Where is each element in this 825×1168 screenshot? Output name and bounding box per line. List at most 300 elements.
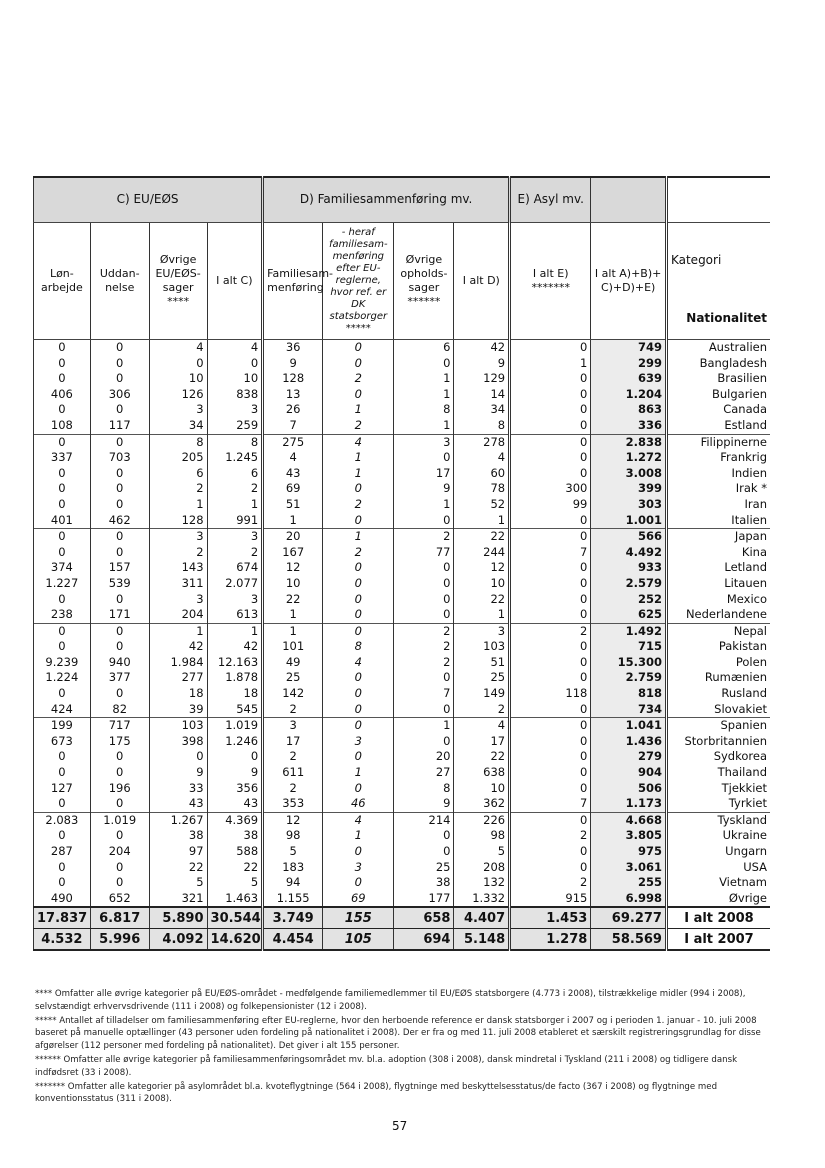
cell-c3: 103 xyxy=(149,718,207,734)
col-heraf: - heraf familiesam-menføring efter EU-reglerne, hvor ref. er DK statsborger ***** xyxy=(323,223,394,340)
cell-c4: 12.163 xyxy=(207,655,263,671)
cell-nat: USA xyxy=(666,860,770,876)
cell-c3: 4 xyxy=(149,340,207,356)
cell-c1: 0 xyxy=(34,497,91,513)
cell-nat: Filippinerne xyxy=(666,434,770,450)
cell-t: 3.061 xyxy=(591,860,667,876)
cell-c3: 9 xyxy=(149,765,207,781)
total-cell-d4: 5.148 xyxy=(454,929,510,951)
cell-e: 0 xyxy=(510,734,591,750)
cell-nat: Indien xyxy=(666,466,770,482)
cell-c2: 0 xyxy=(90,828,149,844)
cell-d1: 1.155 xyxy=(263,891,323,908)
cell-c2: 196 xyxy=(90,781,149,797)
cell-d3: 1 xyxy=(394,418,454,434)
footnote-4: **** Omfatter alle øvrige kategorier på EU/EØS-området - medfølgende familiemedlemmer til EU/EØS statsborgere (4.773 i 2008), tilstrækkelige midler (994 i 2008), selvstændigt erhvervsdrivende (111 i 2008) og folkepensionister (12 i 2008). xyxy=(35,989,746,1012)
cell-c3: 2 xyxy=(149,545,207,561)
cell-c4: 3 xyxy=(207,592,263,608)
cell-c4: 2 xyxy=(207,481,263,497)
cell-t: 15.300 xyxy=(591,655,667,671)
cell-d3: 1 xyxy=(394,497,454,513)
cell-d1: 13 xyxy=(263,387,323,403)
cell-t: 639 xyxy=(591,371,667,387)
cell-t: 1.204 xyxy=(591,387,667,403)
cell-e: 0 xyxy=(510,670,591,686)
cell-d4: 362 xyxy=(454,796,510,812)
cell-t: 336 xyxy=(591,418,667,434)
total-cell-c2: 6.817 xyxy=(90,907,149,929)
table-row xyxy=(34,670,771,686)
total-cell-c3: 4.092 xyxy=(149,929,207,951)
cell-d1: 17 xyxy=(263,734,323,750)
table-row xyxy=(34,356,771,372)
cell-t: 1.041 xyxy=(591,718,667,734)
cell-c1: 0 xyxy=(34,828,91,844)
cell-e: 0 xyxy=(510,340,591,356)
cell-e: 2 xyxy=(510,875,591,891)
col-i-alt-d: I alt D) xyxy=(454,223,510,340)
total-cell-d3: 694 xyxy=(394,929,454,951)
cell-e: 0 xyxy=(510,718,591,734)
cell-t: 975 xyxy=(591,844,667,860)
cell-c1: 2.083 xyxy=(34,812,91,828)
cell-c3: 8 xyxy=(149,434,207,450)
cell-d3: 2 xyxy=(394,623,454,639)
cell-d2: 0 xyxy=(323,356,394,372)
cell-d2: 1 xyxy=(323,765,394,781)
cell-c3: 143 xyxy=(149,560,207,576)
cell-d2: 3 xyxy=(323,734,394,750)
cell-nat: Sydkorea xyxy=(666,749,770,765)
cell-t: 904 xyxy=(591,765,667,781)
cell-d1: 5 xyxy=(263,844,323,860)
cell-c1: 0 xyxy=(34,434,91,450)
cell-t: 1.436 xyxy=(591,734,667,750)
group-header-row xyxy=(34,177,771,223)
table-row xyxy=(34,481,771,497)
cell-d2: 4 xyxy=(323,812,394,828)
cell-t: 2.579 xyxy=(591,576,667,592)
cell-d3: 0 xyxy=(394,356,454,372)
footnote-7: ******* Omfatter alle kategorier på asylområdet bl.a. kvoteflygtninge (564 i 2008), flygtninge med beskyttelsesstatus/de facto (367 i 2008) og flygtninge med konventionsstatus (311 i 2008). xyxy=(35,1081,718,1105)
cell-d4: 52 xyxy=(454,497,510,513)
cell-e: 0 xyxy=(510,655,591,671)
cell-d1: 12 xyxy=(263,812,323,828)
table-row xyxy=(34,891,771,908)
cell-e: 0 xyxy=(510,434,591,450)
cell-d4: 22 xyxy=(454,592,510,608)
cell-d3: 0 xyxy=(394,450,454,466)
cell-d1: 2 xyxy=(263,749,323,765)
cell-d3: 0 xyxy=(394,560,454,576)
cell-e: 0 xyxy=(510,781,591,797)
cell-c3: 1 xyxy=(149,623,207,639)
table-row xyxy=(34,592,771,608)
cell-c4: 0 xyxy=(207,356,263,372)
cell-nat: Nederlandene xyxy=(666,607,770,623)
cell-e: 0 xyxy=(510,749,591,765)
cell-d4: 149 xyxy=(454,686,510,702)
footnotes xyxy=(35,988,770,1107)
cell-d1: 611 xyxy=(263,765,323,781)
cell-e: 0 xyxy=(510,576,591,592)
cell-e: 915 xyxy=(510,891,591,908)
cell-c3: 126 xyxy=(149,387,207,403)
table-row xyxy=(34,434,771,450)
group-blank-kategori xyxy=(666,177,770,223)
total-cell-d1: 3.749 xyxy=(263,907,323,929)
cell-d4: 42 xyxy=(454,340,510,356)
cell-d4: 4 xyxy=(454,450,510,466)
cell-d1: 1 xyxy=(263,623,323,639)
table-row xyxy=(34,497,771,513)
cell-c1: 1.224 xyxy=(34,670,91,686)
cell-e: 300 xyxy=(510,481,591,497)
cell-d1: 7 xyxy=(263,418,323,434)
cell-e: 0 xyxy=(510,529,591,545)
cell-d1: 10 xyxy=(263,576,323,592)
group-asyl: E) Asyl mv. xyxy=(510,177,591,223)
cell-c3: 277 xyxy=(149,670,207,686)
cell-c4: 259 xyxy=(207,418,263,434)
cell-d2: 0 xyxy=(323,718,394,734)
cell-nat: Tyskland xyxy=(666,812,770,828)
cell-e: 0 xyxy=(510,387,591,403)
cell-d4: 132 xyxy=(454,875,510,891)
col-i-alt-c: I alt C) xyxy=(207,223,263,340)
cell-c4: 1.878 xyxy=(207,670,263,686)
cell-c2: 175 xyxy=(90,734,149,750)
cell-c4: 10 xyxy=(207,371,263,387)
cell-d4: 4 xyxy=(454,718,510,734)
cell-d2: 46 xyxy=(323,796,394,812)
cell-e: 0 xyxy=(510,592,591,608)
cell-c3: 0 xyxy=(149,749,207,765)
cell-e: 0 xyxy=(510,860,591,876)
table-row xyxy=(34,639,771,655)
cell-d2: 2 xyxy=(323,418,394,434)
cell-c3: 128 xyxy=(149,513,207,529)
cell-c3: 0 xyxy=(149,356,207,372)
cell-d2: 0 xyxy=(323,560,394,576)
cell-t: 6.998 xyxy=(591,891,667,908)
cell-c1: 401 xyxy=(34,513,91,529)
cell-d2: 2 xyxy=(323,545,394,561)
cell-e: 118 xyxy=(510,686,591,702)
cell-c4: 8 xyxy=(207,434,263,450)
cell-d2: 0 xyxy=(323,340,394,356)
cell-c2: 0 xyxy=(90,796,149,812)
cell-d2: 4 xyxy=(323,434,394,450)
cell-nat: Rusland xyxy=(666,686,770,702)
col-i-alt-e: I alt E) ******* xyxy=(510,223,591,340)
cell-c2: 377 xyxy=(90,670,149,686)
cell-c3: 1.984 xyxy=(149,655,207,671)
cell-d2: 0 xyxy=(323,513,394,529)
cell-d2: 8 xyxy=(323,639,394,655)
cell-d4: 244 xyxy=(454,545,510,561)
cell-d3: 9 xyxy=(394,481,454,497)
cell-t: 818 xyxy=(591,686,667,702)
cell-nat: Slovakiet xyxy=(666,702,770,718)
cell-t: 1.001 xyxy=(591,513,667,529)
cell-t: 933 xyxy=(591,560,667,576)
cell-nat: Litauen xyxy=(666,576,770,592)
cell-d3: 38 xyxy=(394,875,454,891)
cell-c3: 1 xyxy=(149,497,207,513)
cell-c4: 5 xyxy=(207,875,263,891)
total-cell-c2: 5.996 xyxy=(90,929,149,951)
cell-c4: 9 xyxy=(207,765,263,781)
cell-c4: 2.077 xyxy=(207,576,263,592)
cell-t: 1.492 xyxy=(591,623,667,639)
cell-c1: 0 xyxy=(34,796,91,812)
cell-nat: Thailand xyxy=(666,765,770,781)
cell-c2: 0 xyxy=(90,340,149,356)
cell-c4: 1.245 xyxy=(207,450,263,466)
cell-c4: 1.246 xyxy=(207,734,263,750)
cell-nat: Tjekkiet xyxy=(666,781,770,797)
col-kategori xyxy=(666,223,770,340)
cell-e: 0 xyxy=(510,371,591,387)
table-row xyxy=(34,529,771,545)
cell-d3: 9 xyxy=(394,796,454,812)
cell-t: 4.492 xyxy=(591,545,667,561)
cell-e: 0 xyxy=(510,466,591,482)
cell-c3: 2 xyxy=(149,481,207,497)
cell-d2: 1 xyxy=(323,450,394,466)
cell-t: 863 xyxy=(591,402,667,418)
cell-c3: 311 xyxy=(149,576,207,592)
cell-e: 0 xyxy=(510,402,591,418)
cell-c1: 0 xyxy=(34,340,91,356)
cell-nat: Irak * xyxy=(666,481,770,497)
cell-d3: 2 xyxy=(394,655,454,671)
cell-c1: 424 xyxy=(34,702,91,718)
footnote-5: ***** Antallet af tilladelser om familiesammenføring efter EU-reglerne, hvor den herboende reference er dansk statsborger i 2007 og i perioden 1. januar - 10. juli 2008 baseret på manuelle optællinger (43 personer uden fordeling på nationalitet i 2008). Der er fra og med 11. juli 2008 etableret et særskilt registreringsgrundlag for disse afgørelser (112 personer med fordeling på nationalitet). Det giver i alt 155 personer. xyxy=(35,1015,761,1052)
cell-t: 4.668 xyxy=(591,812,667,828)
cell-d1: 3 xyxy=(263,718,323,734)
cell-t: 252 xyxy=(591,592,667,608)
cell-d2: 0 xyxy=(323,686,394,702)
total-cell-e: 1.278 xyxy=(510,929,591,951)
cell-c3: 1.267 xyxy=(149,812,207,828)
cell-c1: 0 xyxy=(34,875,91,891)
footnote-6: ****** Omfatter alle øvrige kategorier på familiesammenføringsområdet mv. bl.a. adoption (308 i 2008), dansk mindretal i Tyskland (211 i 2008) og tidligere dansk indfødsret (33 i 2008). xyxy=(35,1054,738,1078)
cell-c2: 117 xyxy=(90,418,149,434)
cell-d3: 6 xyxy=(394,340,454,356)
cell-nat: Estland xyxy=(666,418,770,434)
cell-d1: 2 xyxy=(263,702,323,718)
cell-d1: 142 xyxy=(263,686,323,702)
cell-d2: 0 xyxy=(323,481,394,497)
cell-d1: 22 xyxy=(263,592,323,608)
cell-d1: 69 xyxy=(263,481,323,497)
cell-c1: 0 xyxy=(34,402,91,418)
cell-d4: 14 xyxy=(454,387,510,403)
table-row xyxy=(34,607,771,623)
cell-t: 506 xyxy=(591,781,667,797)
cell-c2: 0 xyxy=(90,749,149,765)
col-lonarbejde: Løn-arbejde xyxy=(34,223,91,340)
cell-d2: 2 xyxy=(323,497,394,513)
cell-c1: 0 xyxy=(34,466,91,482)
cell-c1: 287 xyxy=(34,844,91,860)
nationalitet-label: Nationalitet xyxy=(686,311,767,325)
cell-c3: 42 xyxy=(149,639,207,655)
cell-nat: Tyrkiet xyxy=(666,796,770,812)
cell-nat: Frankrig xyxy=(666,450,770,466)
cell-c3: 97 xyxy=(149,844,207,860)
table-row xyxy=(34,734,771,750)
group-blank-total xyxy=(591,177,667,223)
cell-c1: 1.227 xyxy=(34,576,91,592)
cell-c1: 490 xyxy=(34,891,91,908)
cell-c2: 0 xyxy=(90,545,149,561)
cell-c1: 0 xyxy=(34,749,91,765)
cell-c4: 1 xyxy=(207,497,263,513)
cell-c4: 545 xyxy=(207,702,263,718)
cell-d1: 36 xyxy=(263,340,323,356)
table-row xyxy=(34,796,771,812)
cell-c4: 3 xyxy=(207,402,263,418)
cell-d2: 0 xyxy=(323,670,394,686)
cell-c2: 157 xyxy=(90,560,149,576)
cell-e: 7 xyxy=(510,796,591,812)
cell-c4: 6 xyxy=(207,466,263,482)
cell-t: 3.008 xyxy=(591,466,667,482)
cell-d1: 25 xyxy=(263,670,323,686)
table-row xyxy=(34,655,771,671)
cell-t: 399 xyxy=(591,481,667,497)
cell-d3: 1 xyxy=(394,718,454,734)
column-header-row xyxy=(34,223,771,340)
cell-c3: 6 xyxy=(149,466,207,482)
table-row xyxy=(34,844,771,860)
cell-t: 2.759 xyxy=(591,670,667,686)
cell-c2: 0 xyxy=(90,639,149,655)
total-cell-nat: I alt 2008 xyxy=(666,907,770,929)
cell-d3: 214 xyxy=(394,812,454,828)
cell-d1: 98 xyxy=(263,828,323,844)
table-row xyxy=(34,702,771,718)
cell-t: 1.173 xyxy=(591,796,667,812)
cell-d4: 10 xyxy=(454,576,510,592)
cell-c4: 18 xyxy=(207,686,263,702)
cell-c2: 82 xyxy=(90,702,149,718)
cell-c3: 22 xyxy=(149,860,207,876)
cell-c4: 991 xyxy=(207,513,263,529)
cell-e: 0 xyxy=(510,702,591,718)
cell-c1: 9.239 xyxy=(34,655,91,671)
cell-d4: 17 xyxy=(454,734,510,750)
cell-d2: 0 xyxy=(323,702,394,718)
cell-d1: 2 xyxy=(263,781,323,797)
cell-c4: 1.463 xyxy=(207,891,263,908)
cell-d4: 51 xyxy=(454,655,510,671)
cell-c3: 38 xyxy=(149,828,207,844)
table-row xyxy=(34,828,771,844)
cell-d2: 1 xyxy=(323,529,394,545)
cell-c1: 0 xyxy=(34,356,91,372)
cell-t: 2.838 xyxy=(591,434,667,450)
total-row xyxy=(34,907,771,929)
cell-d3: 0 xyxy=(394,702,454,718)
cell-c1: 0 xyxy=(34,592,91,608)
cell-c3: 205 xyxy=(149,450,207,466)
cell-c1: 199 xyxy=(34,718,91,734)
cell-c2: 0 xyxy=(90,466,149,482)
cell-d4: 8 xyxy=(454,418,510,434)
table-row xyxy=(34,418,771,434)
cell-e: 0 xyxy=(510,844,591,860)
cell-d1: 1 xyxy=(263,607,323,623)
cell-nat: Storbritannien xyxy=(666,734,770,750)
cell-c2: 0 xyxy=(90,765,149,781)
cell-t: 3.805 xyxy=(591,828,667,844)
cell-nat: Letland xyxy=(666,560,770,576)
cell-c3: 3 xyxy=(149,529,207,545)
table-body xyxy=(34,340,771,951)
col-familiesammenforing: Familiesam-menføring xyxy=(263,223,323,340)
table-row xyxy=(34,623,771,639)
cell-e: 2 xyxy=(510,623,591,639)
table-row xyxy=(34,450,771,466)
total-cell-d1: 4.454 xyxy=(263,929,323,951)
cell-c4: 2 xyxy=(207,545,263,561)
cell-d4: 1 xyxy=(454,513,510,529)
table-row xyxy=(34,781,771,797)
cell-nat: Nepal xyxy=(666,623,770,639)
cell-c3: 33 xyxy=(149,781,207,797)
cell-d4: 1 xyxy=(454,607,510,623)
cell-c2: 1.019 xyxy=(90,812,149,828)
cell-d4: 9 xyxy=(454,356,510,372)
cell-nat: Italien xyxy=(666,513,770,529)
cell-c1: 0 xyxy=(34,686,91,702)
cell-c4: 3 xyxy=(207,529,263,545)
cell-nat: Øvrige xyxy=(666,891,770,908)
cell-nat: Ungarn xyxy=(666,844,770,860)
cell-c3: 10 xyxy=(149,371,207,387)
cell-e: 7 xyxy=(510,545,591,561)
cell-d1: 9 xyxy=(263,356,323,372)
cell-c1: 0 xyxy=(34,371,91,387)
cell-d4: 10 xyxy=(454,781,510,797)
total-cell-d3: 658 xyxy=(394,907,454,929)
cell-c3: 321 xyxy=(149,891,207,908)
cell-d1: 1 xyxy=(263,513,323,529)
cell-d3: 7 xyxy=(394,686,454,702)
cell-nat: Iran xyxy=(666,497,770,513)
cell-c4: 38 xyxy=(207,828,263,844)
cell-d1: 167 xyxy=(263,545,323,561)
cell-d3: 2 xyxy=(394,529,454,545)
cell-c4: 43 xyxy=(207,796,263,812)
cell-d1: 43 xyxy=(263,466,323,482)
table-row xyxy=(34,749,771,765)
cell-c2: 0 xyxy=(90,402,149,418)
cell-d1: 4 xyxy=(263,450,323,466)
cell-c2: 717 xyxy=(90,718,149,734)
cell-c2: 0 xyxy=(90,592,149,608)
cell-c2: 0 xyxy=(90,497,149,513)
cell-e: 0 xyxy=(510,450,591,466)
cell-e: 2 xyxy=(510,828,591,844)
cell-d2: 1 xyxy=(323,828,394,844)
cell-nat: Japan xyxy=(666,529,770,545)
col-ovrige-eu: Øvrige EU/EØS-sager **** xyxy=(149,223,207,340)
